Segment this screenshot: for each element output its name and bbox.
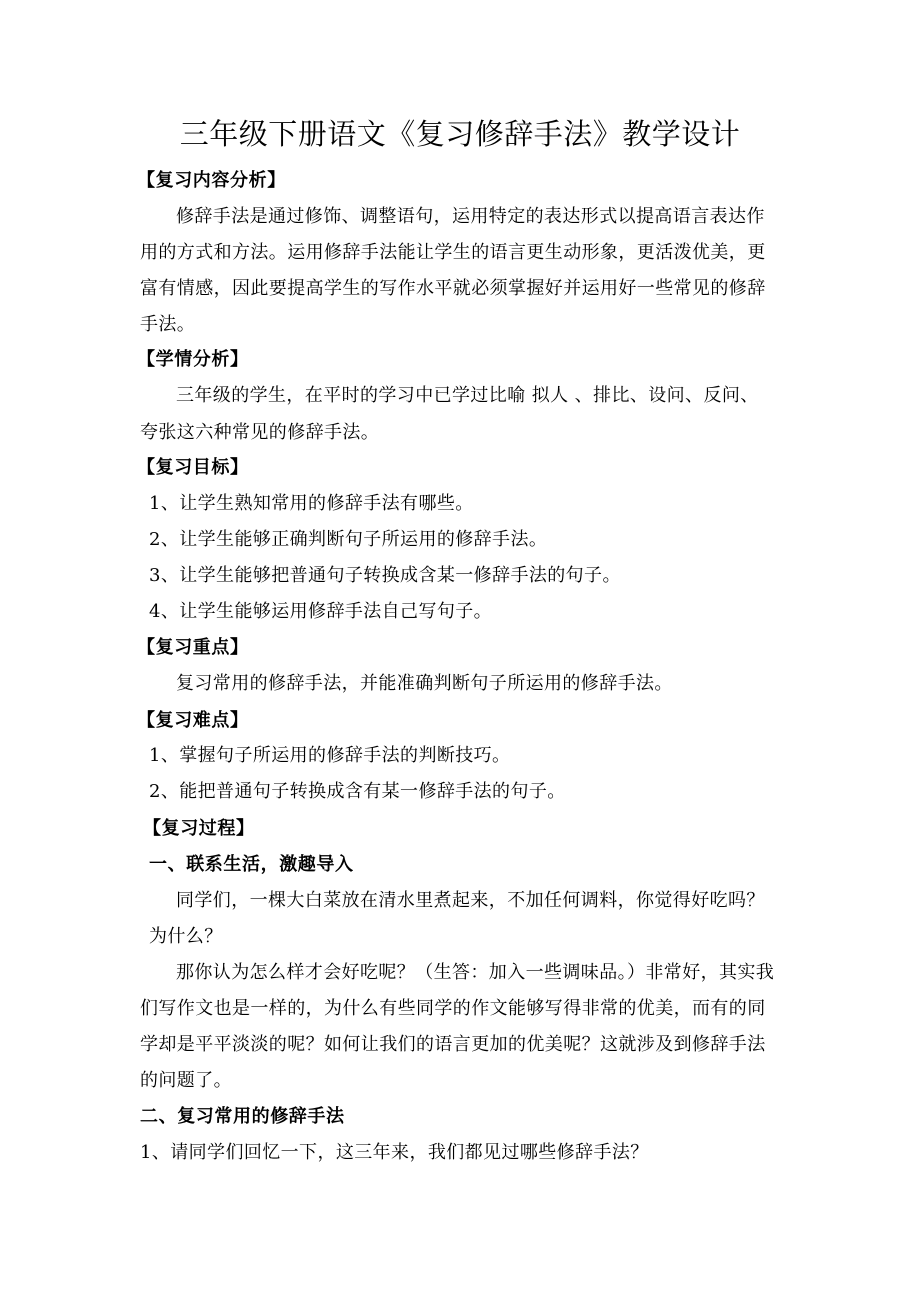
section-heading-key-points: 【复习重点】 — [137, 637, 249, 658]
paragraph-line: 复习常用的修辞手法，并能准确判断句子所运用的修辞手法。 — [176, 673, 673, 694]
paragraph-line: 的问题了。 — [140, 1070, 232, 1091]
paragraph-line: 用的方式和方法。运用修辞手法能让学生的语言更生动形象，更活泼优美，更 — [140, 242, 766, 263]
difficulty-item: 1、掌握句子所运用的修辞手法的判断技巧。 — [149, 745, 511, 766]
goal-item: 1、让学生熟知常用的修辞手法有哪些。 — [149, 493, 474, 514]
paragraph-line: 1、请同学们回忆一下，这三年来，我们都见过哪些修辞手法？ — [140, 1142, 649, 1163]
paragraph-line: 同学们，一棵大白菜放在清水里煮起来，不加任何调料，你觉得好吃吗？ — [176, 890, 765, 911]
paragraph-line: 三年级的学生，在平时的学习中已学过比喻 拟人 、排比、设问、反问、 — [176, 385, 759, 406]
section-heading-student-analysis: 【学情分析】 — [137, 349, 249, 370]
subsection-heading-review: 二、复习常用的修辞手法 — [140, 1106, 345, 1127]
difficulty-item: 2、能把普通句子转换成含有某一修辞手法的句子。 — [149, 781, 566, 802]
paragraph-line: 夸张这六种常见的修辞手法。 — [140, 422, 380, 443]
paragraph-line: 们写作文也是一样的，为什么有些同学的作文能够写得非常的优美，而有的同 — [140, 998, 766, 1019]
subsection-heading-intro: 一、联系生活，激趣导入 — [149, 854, 354, 875]
paragraph-line: 学却是平平淡淡的呢？如何让我们的语言更加的优美呢？这就涉及到修辞手法 — [140, 1034, 766, 1055]
goal-item: 2、让学生能够正确判断句子所运用的修辞手法。 — [149, 529, 548, 550]
goal-item: 4、让学生能够运用修辞手法自己写句子。 — [149, 601, 493, 622]
section-heading-process: 【复习过程】 — [143, 818, 255, 839]
paragraph-line: 手法。 — [140, 314, 196, 335]
paragraph-line: 修辞手法是通过修饰、调整语句，运用特定的表达形式以提高语言表达作 — [176, 206, 765, 227]
paragraph-line: 富有情感，因此要提高学生的写作水平就必须掌握好并运用好一些常见的修辞 — [140, 278, 766, 299]
paragraph-line: 那你认为怎么样才会好吃呢？（生答：加入一些调味品。）非常好，其实我 — [176, 962, 775, 983]
document-title: 三年级下册语文《复习修辞手法》教学设计 — [179, 117, 741, 151]
section-heading-goals: 【复习目标】 — [137, 457, 249, 478]
section-heading-difficulties: 【复习难点】 — [137, 710, 249, 731]
paragraph-line: 为什么？ — [149, 926, 223, 947]
goal-item: 3、让学生能够把普通句子转换成含某一修辞手法的句子。 — [149, 565, 621, 586]
section-heading-content-analysis: 【复习内容分析】 — [137, 170, 286, 191]
